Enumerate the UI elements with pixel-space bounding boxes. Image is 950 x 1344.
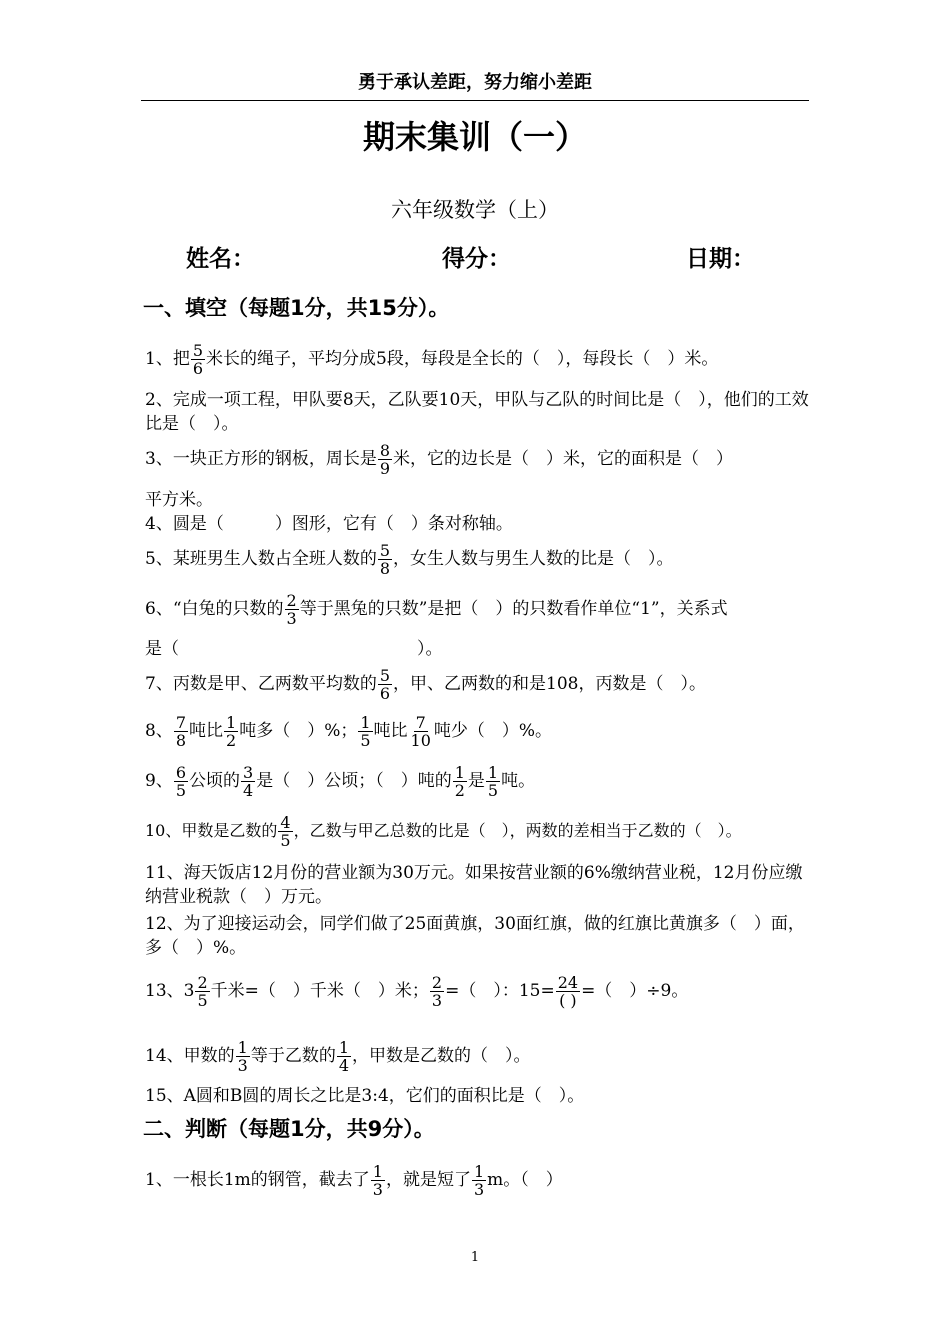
fraction: $\frac{3}{4}$ [243,763,254,800]
fraction: $\frac{4}{5}$ [280,813,291,850]
question-1-11: 11、海天饭店12月份的营业额为30万元。如果按营业额的6%缴纳营业税，12月份应缴纳营业税款（ ）万元。 [145,863,803,907]
question-1-7: 7、丙数是甲、乙两数平均数的 $\frac{5}{6}$ ，甲、乙两数的和是108，丙数是（ ）。 [145,666,706,703]
question-1-5: 5、某班男生人数占全班人数的 $\frac{5}{8}$ ，女生人数与男生人数的比是（ ）。 [145,541,674,578]
fraction: $\frac{7}{8}$ [175,713,187,750]
fraction: $\frac{1}{3}$ [473,1162,485,1199]
question-1-6-cont: 是（ ）。 [145,639,443,659]
fraction: 24 ( ) [557,973,579,1010]
fraction: $\frac{1}{4}$ [338,1038,350,1075]
question-1-14: 14、甲数的 $\frac{1}{3}$ 等于乙数的 $\frac{1}{4}$ ，甲数是乙数的（ ）。 [145,1038,531,1075]
question-1-3-cont: 平方米。 [145,490,213,510]
question-1-10: 10、甲数是乙数的 $\frac{4}{5}$ ，乙数与甲乙总数的比是（ ），两数的差相当于乙数的（ ）。 [145,813,742,850]
question-1-8: 8、 $\frac{7}{8}$ 吨比 $\frac{1}{2}$ 吨多（ ）%； $\frac{1}{5}$ 吨比 $\frac{7}{10}$ 吨少（ ）%。 [145,713,553,750]
fraction: $\frac{5}{8}$ [379,541,391,578]
fraction: $\frac{1}{2}$ [454,763,465,800]
question-1-1: 1、把 $\frac{5}{6}$ 米长的绳子，平均分成5段，每段是全长的（ ），每段长（ ）米。 [145,341,719,378]
fraction: $\frac{1}{5}$ [487,763,499,800]
question-1-15: 15、A圆和B圆的周长之比是3:4，它们的面积比是（ ）。 [145,1086,585,1106]
question-1-2: 2、完成一项工程，甲队要8天，乙队要10天，甲队与乙队的时间比是（ ），他们的工效比是（ ）。 [145,390,809,434]
page-subtitle: 六年级数学（上） [391,198,559,222]
question-2-1: 1、一根长1m的钢管，截去了 $\frac{1}{3}$ ，就是短了 $\frac{1}{3}$ m。（ ） [145,1162,563,1199]
name-field-label: 姓名： [186,246,255,272]
header-rule [141,100,809,101]
header-motto: 勇于承认差距，努力缩小差距 [358,72,592,93]
section2-heading: 二、判断（每题1分，共9分）。 [143,1117,435,1141]
fraction: $\frac{6}{5}$ [175,763,187,800]
score-field-label: 得分： [442,246,511,272]
question-1-12: 12、为了迎接运动会，同学们做了25面黄旗，30面红旗，做的红旗比黄旗多（ ）面，多（ ）%。 [145,914,805,958]
date-field-label: 日期： [686,246,755,272]
fraction: $\frac{7}{10}$ [410,713,431,750]
question-1-6: 6、“白兔的只数的 $\frac{2}{3}$ 等于黑兔的只数”是把（ ）的只数看作单位“1”，关系式 [145,591,728,628]
question-1-9: 9、 $\frac{6}{5}$ 公顷的 $\frac{3}{4}$ 是（ ）公顷；（ ）吨的 $\frac{1}{2}$ 是 $\frac{1}{5}$ 吨。 [145,763,536,800]
page-title: 期末集训（一） [362,118,587,156]
fraction: $\frac{2}{3}$ [431,973,443,1010]
section1-heading: 一、填空（每题1分，共15分）。 [143,296,450,320]
fraction: $\frac{1}{2}$ [226,713,237,750]
page-number: 1 [470,1250,480,1265]
question-1-4: 4、圆是（ ）图形，它有（ ）条对称轴。 [145,514,513,534]
fraction: $\frac{2}{3}$ [286,591,297,628]
fraction: $\frac{5}{6}$ [379,666,391,703]
fraction: $\frac{8}{9}$ [379,441,391,478]
fraction: $\frac{2}{5}$ [197,973,208,1010]
question-1-13: 13、3 $\frac{2}{5}$ 千米=（ ）千米（ ）米； $\frac{2}{3}$ =（ ）：15= 24 ( ) =（ ）÷9。 [145,973,689,1010]
fraction: $\frac{1}{3}$ [237,1038,248,1075]
fraction: $\frac{1}{3}$ [372,1162,383,1199]
question-1-3: 3、一块正方形的钢板，周长是 $\frac{8}{9}$ 米，它的边长是（ ）米，它的面积是（ ） [145,441,734,478]
fraction: $\frac{1}{5}$ [360,713,371,750]
fraction: $\frac{5}{6}$ [192,341,204,378]
